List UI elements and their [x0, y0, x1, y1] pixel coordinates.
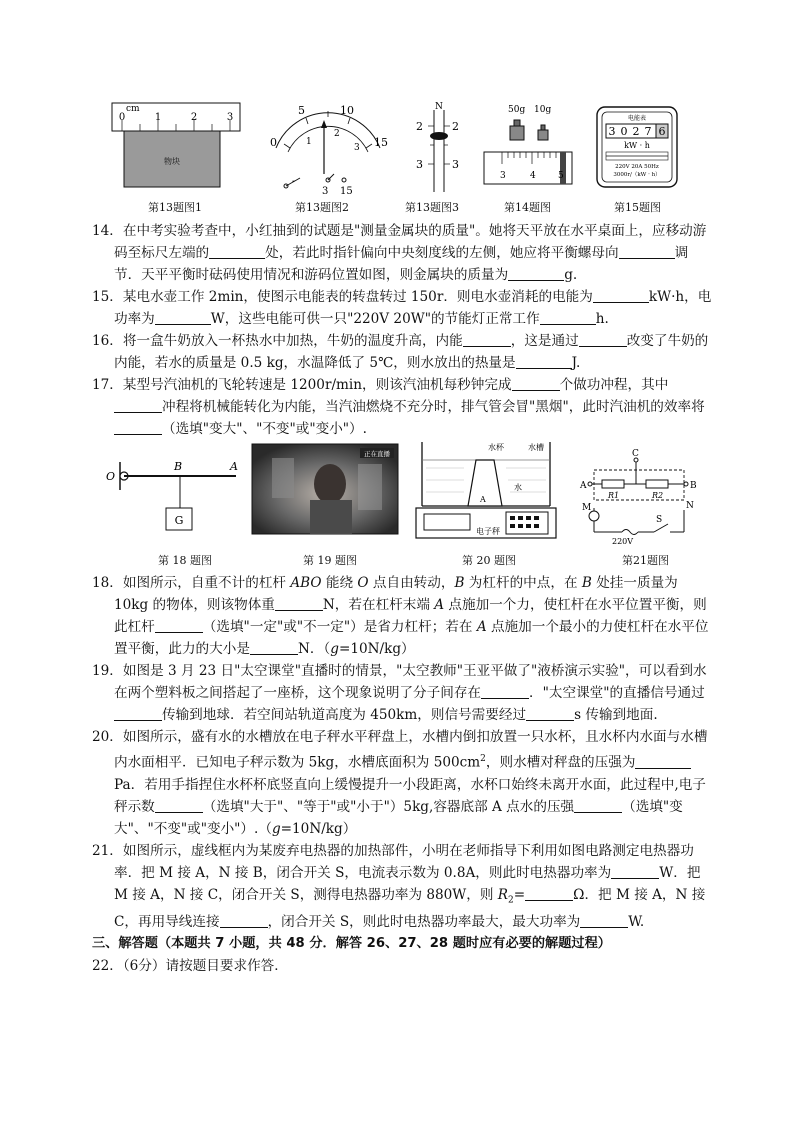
tank-water-label: 水 — [514, 483, 522, 492]
lever-label-a: A — [230, 460, 238, 473]
circuit-label-b: B — [690, 481, 697, 491]
meter-inner-2: 2 — [334, 129, 340, 139]
q15-text-1: 某电水壶工作 2min，使图示电能表的转盘转过 150r．则电水壶消耗的电能为 — [122, 289, 593, 305]
q14-number: 14． — [92, 223, 123, 239]
q21-text-5: ，闭合开关 S，则此时电热器功率最大，最大功率为 — [267, 914, 581, 931]
q18-number: 18． — [92, 575, 123, 591]
q16-blank-1[interactable] — [463, 332, 511, 347]
meter-tick-15: 15 — [374, 136, 388, 149]
meter-terminal-neg: - — [292, 176, 296, 187]
balance-tick-4: 4 — [530, 171, 536, 181]
meter-inner-1: 1 — [306, 137, 312, 147]
q17-text-3: 冲程将机械能转化为内能，当汽油燃烧不充分时，排气管会冒"黑烟"，此时汽油机的效率将 — [162, 399, 705, 415]
tank-point-a: A — [480, 495, 486, 504]
fig13-3-compass — [410, 100, 470, 195]
q21-r: R — [497, 886, 509, 903]
meter-terminal-15: 15 — [340, 186, 353, 197]
question-16 — [92, 330, 712, 374]
caption-fig15: 第15题图 — [614, 201, 661, 214]
q21-text-2: W．把 M 接 A，N 接 C，闭合开关 S，测得电热器功率为 880W，则 — [114, 864, 701, 903]
q14-text-1: 在中考实验考查中，小红抽到的试题是"测量金属块的质量"。她将天平放在水平桌面上，应移动游码至标尺左端的 — [114, 223, 707, 261]
q20-text-6: =10N/kg） — [280, 820, 357, 837]
q20-blank-3[interactable] — [574, 798, 622, 813]
q20-text-4: （选填"大于"、"等于"或"小于"）5kg,容器底部 A 点水的压强 — [202, 798, 575, 815]
block-label: 物块 — [164, 157, 180, 166]
circuit-label-c: C — [632, 449, 639, 459]
q20-text-1: 如图所示，盛有水的水槽放在电子秤水平秤盘上，水槽内倒扣放置一只水杯，且水杯内水面与水槽内水面相平．已知电子秤示数为 5kg，水槽底面积为 500cm — [114, 729, 708, 771]
q21-blank-2[interactable] — [525, 886, 573, 901]
photo-svg — [252, 444, 398, 534]
weight-10g: 10g — [534, 105, 552, 115]
caption-fig21: 第21题图 — [622, 554, 669, 567]
q18-blank-3[interactable] — [250, 640, 298, 655]
q18-blank-1[interactable] — [275, 596, 323, 611]
q16-text-3: 改变了牛奶的内能，若水的质量是 0.5 kg，水温降低了 5℃，则水放出的热量是 — [114, 333, 709, 371]
q21-text-4: Ω．把 M 接 A，N 接 C，再用导线连接 — [114, 886, 706, 931]
q14-text-2: 处，若此时指针偏向中央刻度线的左侧，她应将平衡螺母向 — [265, 245, 619, 261]
q21-r-subscript: 2 — [508, 895, 514, 906]
q14-blank-3[interactable] — [508, 266, 564, 281]
q18-text-3: 点自由转动， — [368, 575, 455, 591]
caption-fig14: 第14题图 — [504, 201, 551, 214]
q21-text-6: W. — [628, 914, 645, 931]
q21-blank-4[interactable] — [580, 913, 628, 928]
q18-text-5: 处挂一质量为 10kg 的物体，则该物体重 — [114, 575, 678, 613]
q18-text-1: 如图所示，自重不计的杠杆 — [122, 575, 291, 591]
lever-label-o: O — [106, 470, 116, 483]
circuit-label-r2: R2 — [652, 491, 664, 500]
q14-text-4: g. — [564, 267, 578, 283]
balance-tick-3: 3 — [500, 171, 506, 181]
q15-blank-1[interactable] — [593, 288, 649, 303]
fig19-broadcast-photo — [252, 444, 398, 534]
q18-a2: A — [476, 619, 487, 635]
meter-digit-1: 3 — [608, 125, 616, 138]
q20-text-3: Pa．若用手指捏住水杯杯底竖直向上缓慢提升一小段距离，水杯口始终未离开水面，此过程中,电子秤示数 — [114, 776, 706, 815]
photo-live-badge: 正在直播 — [364, 450, 390, 458]
ruler-tick-1: 1 — [154, 112, 162, 123]
compass-left-2: 2 — [416, 120, 423, 133]
meter-digit-3: 2 — [632, 125, 640, 138]
q14-blank-1[interactable] — [209, 244, 265, 259]
q16-blank-3[interactable] — [516, 354, 572, 369]
q20-g: g — [271, 820, 281, 837]
q16-text-4: J. — [571, 355, 581, 371]
q15-number: 15． — [92, 289, 123, 305]
caption-fig13-1: 第13题图1 — [148, 201, 202, 214]
q19-blank-1[interactable] — [481, 684, 529, 699]
meter-digit-4: 7 — [644, 125, 652, 138]
tank-tank-label: 水槽 — [528, 443, 544, 452]
q16-blank-2[interactable] — [579, 332, 627, 347]
q18-abo: ABO — [290, 575, 322, 591]
question-22: 22．（6分）请按题目要求作答． — [92, 958, 288, 975]
fig20-water-tank — [410, 440, 556, 540]
q15-text-2: kW·h，电功率为 — [114, 289, 712, 327]
meter-inner-3: 3 — [354, 143, 360, 153]
q14-blank-2[interactable] — [619, 244, 675, 259]
circuit-label-a: A — [580, 481, 587, 491]
meter-terminal-3: 3 — [322, 186, 329, 197]
balance-tick-5: 5 — [558, 171, 564, 181]
compass-right-3: 3 — [452, 158, 459, 171]
q18-text-7: 点施加一个力，使杠杆在水平位置平衡，则此杠杆 — [114, 597, 707, 635]
q19-text-2: ．"太空课堂"的直播信号通过 — [529, 685, 705, 701]
lever-label-g: G — [174, 514, 184, 527]
question-20 — [92, 726, 712, 840]
q21-number: 21． — [92, 842, 123, 859]
q18-g: g — [330, 641, 339, 657]
compass-left-3: 3 — [416, 158, 423, 171]
q19-text-1: 如图是 3 月 23 日"太空课堂"直播时的情景，"太空教师"王亚平做了"液桥演示实验"，可以看到水在两个塑料板之间搭起了一座桥，这个现象说明了分子间存在 — [114, 663, 707, 701]
q17-text-1: 某型号汽油机的飞轮转速是 1200r/min，则该汽油机每秒钟完成 — [122, 377, 512, 393]
q18-text-10: N．（ — [297, 641, 331, 657]
q17-text-2: 个做功冲程，其中 — [559, 377, 669, 393]
circuit-label-m: M — [582, 503, 592, 513]
meter-unit: kW · h — [624, 141, 650, 150]
lever-svg — [106, 440, 248, 540]
q20-text-5: （选填"变大"、"不变"或"变小"）.（ — [114, 798, 683, 837]
q20-text-2: ，则水槽对秤盘的压强为 — [485, 754, 636, 771]
fig14-balance — [482, 100, 574, 192]
q16-text-1: 将一盒牛奶放入一杯热水中加热，牛奶的温度升高，内能 — [122, 333, 463, 349]
q15-text-3: W，这些电能可供一只"220V 20W"的节能灯正常工作 — [210, 311, 540, 327]
tank-scale-label: 电子秤 — [476, 527, 500, 536]
lever-label-b: B — [174, 460, 183, 473]
q19-blank-3[interactable] — [526, 706, 574, 721]
q14-text-3: 调节．天平平衡时砝码使用情况和游码位置如图，则金属块的质量为 — [114, 245, 689, 283]
fig13-1-ruler — [112, 98, 242, 193]
q19-text-3: 传输到地球．若空间站轨道高度为 450km，则信号需要经过 — [162, 707, 527, 723]
meter-tick-5: 5 — [298, 104, 305, 117]
q16-number: 16． — [92, 333, 123, 349]
caption-fig13-3: 第13题图3 — [405, 201, 459, 214]
ruler-svg — [112, 98, 242, 193]
q17-blank-2[interactable] — [114, 398, 162, 413]
meter-rating: 3000r/（kW · h） — [613, 172, 661, 178]
meter-tick-0: 0 — [270, 136, 277, 149]
caption-fig13-2: 第13题图2 — [295, 201, 349, 214]
q15-blank-3[interactable] — [540, 310, 596, 325]
energy-meter-svg — [596, 106, 680, 190]
compass-north: N — [435, 102, 443, 112]
q18-b: B — [454, 575, 465, 591]
ruler-tick-3: 3 — [226, 112, 234, 123]
q17-text-4: （选填"变大"、"不变"或"变小"）. — [162, 421, 367, 437]
fig15-energy-meter — [596, 106, 680, 190]
section-3-heading: 三、解答题（本题共 7 小题，共 48 分．解答 26、27、28 题时应有必要的解题过程） — [92, 936, 611, 952]
fig13-2-meter — [262, 102, 390, 197]
q20-superscript: 2 — [480, 754, 486, 764]
figure-row-mid — [0, 440, 794, 568]
q15-blank-2[interactable] — [155, 310, 211, 325]
q21-blank-3[interactable] — [220, 913, 268, 928]
question-15 — [92, 286, 712, 330]
question-21 — [92, 840, 712, 934]
meter-spec: 220V 20A 50Hz — [615, 164, 659, 170]
q18-text-9: 点施加一个最小的力使杠杆在水平位置平衡，此力的大小是 — [114, 619, 709, 657]
meter-tick-10: 10 — [340, 104, 354, 117]
circuit-label-s: S — [656, 515, 663, 525]
compass-svg — [410, 100, 470, 195]
questions-block-2 — [92, 572, 712, 977]
q18-text-11: =10N/kg） — [338, 641, 415, 657]
q20-blank-2[interactable] — [155, 798, 203, 813]
q20-blank-1[interactable] — [635, 754, 691, 769]
meter-digit-2: 0 — [620, 125, 628, 138]
q20-number: 20． — [92, 729, 123, 745]
tank-cup-label: 水杯 — [488, 443, 504, 452]
q17-blank-3[interactable] — [114, 420, 162, 435]
q18-text-6: N，若在杠杆末端 — [322, 597, 435, 613]
ruler-tick-0: 0 — [118, 112, 126, 123]
q16-text-2: ，这是通过 — [510, 333, 579, 349]
question-14 — [92, 220, 712, 286]
circuit-svg — [582, 446, 698, 546]
question-17 — [92, 374, 712, 440]
fig18-lever — [106, 440, 248, 540]
fig21-circuit — [582, 446, 698, 546]
q17-blank-1[interactable] — [512, 376, 560, 391]
circuit-label-n: N — [686, 501, 694, 511]
ruler-tick-2: 2 — [190, 112, 198, 123]
meter-svg — [262, 102, 390, 197]
questions-block-1 — [92, 220, 712, 440]
meter-digit-5: 6 — [658, 125, 666, 138]
q18-a: A — [434, 597, 445, 613]
circuit-label-r1: R1 — [608, 491, 620, 500]
compass-right-2: 2 — [452, 120, 459, 133]
q21-text-3: = — [513, 886, 526, 903]
q19-number: 19． — [92, 663, 123, 679]
figure-row-top — [0, 98, 794, 218]
caption-fig19: 第 19 题图 — [303, 554, 357, 567]
question-19 — [92, 660, 712, 726]
q18-b2: B — [581, 575, 592, 591]
q18-o: O — [357, 575, 369, 591]
q19-text-4: s 传输到地面. — [574, 707, 658, 723]
question-18 — [92, 572, 712, 660]
weight-50g: 50g — [508, 105, 526, 115]
balance-svg — [482, 100, 574, 192]
q15-text-4: h. — [595, 311, 609, 327]
q21-text-1: 如图所示，虚线框内为某废弃电热器的加热部件，小明在老师指导下利用如图电路测定电热器功率．把 M 接 A，N 接 B，闭合开关 S，电流表示数为 0.8A，则此时电热器功率为 — [114, 842, 694, 881]
caption-fig18: 第 18 题图 — [158, 554, 212, 567]
ruler-unit: cm — [126, 104, 140, 114]
q18-text-8: （选填"一定"或"不一定"）是省力杠杆；若在 — [202, 619, 477, 635]
q18-blank-2[interactable] — [155, 618, 203, 633]
meter-title: 电能表 — [627, 115, 647, 122]
q18-text-4: 为杠杆的中点，在 — [464, 575, 582, 591]
q21-blank-1[interactable] — [611, 864, 659, 879]
circuit-label-voltage: 220V — [612, 537, 634, 546]
q17-number: 17． — [92, 377, 123, 393]
q19-blank-2[interactable] — [114, 706, 162, 721]
q18-text-2: 能绕 — [321, 575, 358, 591]
caption-fig20: 第 20 题图 — [462, 554, 516, 567]
tank-svg — [410, 440, 556, 540]
